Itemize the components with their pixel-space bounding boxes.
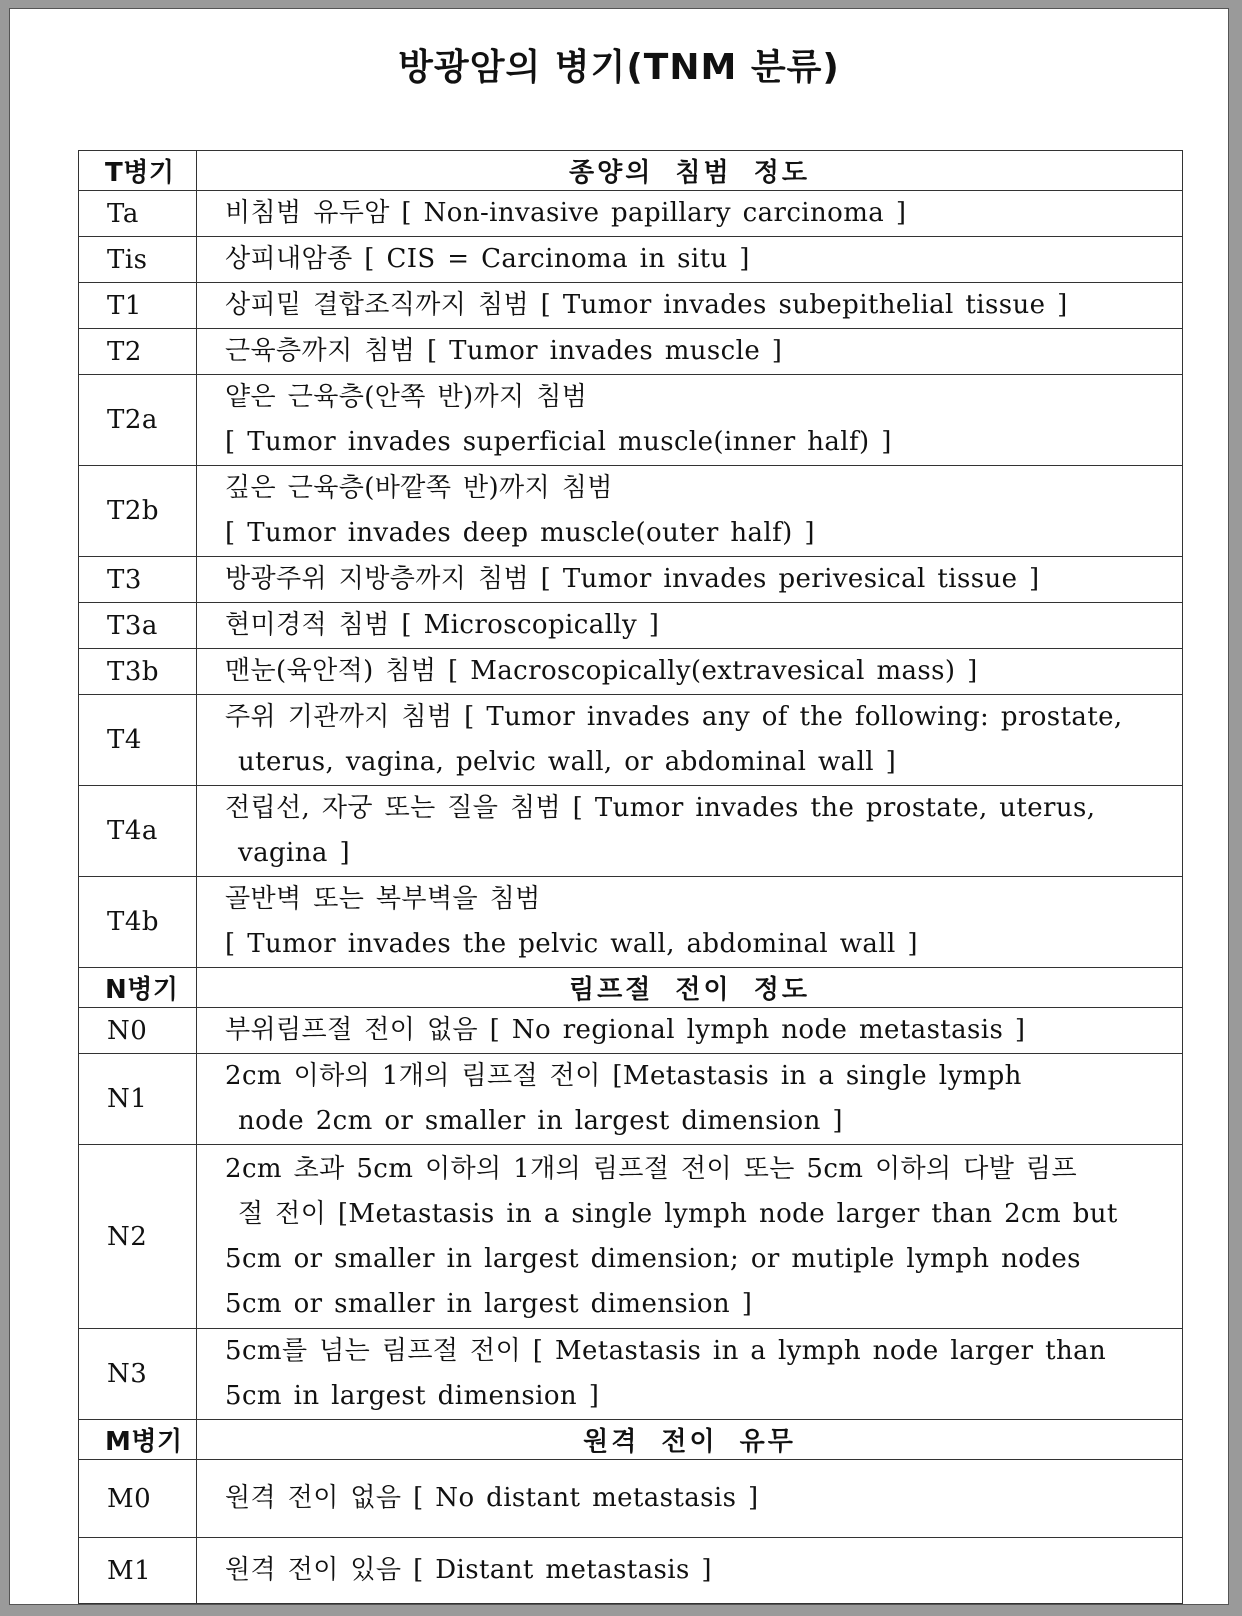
table-row <box>79 466 1183 557</box>
desc-line: 2cm 이하의 1개의 림프절 전이 [Metastasis in a single lymph <box>225 1061 1022 1091</box>
stage-desc: 상피밑 결합조직까지 침범 [ Tumor invades subepithelial tissue ] <box>197 283 1183 329</box>
m-header-row <box>79 1420 1183 1460</box>
desc-line: 절 전이 [Metastasis in a single lymph node larger than 2cm but <box>238 1198 1118 1229</box>
m-header-desc: 원격 전이 유무 <box>197 1420 1183 1460</box>
stage-code: T3a <box>79 603 197 649</box>
table-row <box>79 283 1183 329</box>
stage-code: T4b <box>79 877 197 968</box>
stage-code: T4 <box>79 695 197 786</box>
table-row <box>79 877 1183 968</box>
table-row <box>79 1008 1183 1054</box>
stage-desc: 방광주위 지방층까지 침범 [ Tumor invades perivesical tissue ] <box>197 557 1183 603</box>
stage-code: T2b <box>79 466 197 557</box>
desc-line: 5cm or smaller in largest dimension; or mutiple lymph nodes <box>225 1243 1081 1274</box>
t-header-desc: 종양의 침범 정도 <box>197 151 1183 191</box>
stage-desc <box>197 1054 1183 1145</box>
stage-code: N2 <box>79 1145 197 1329</box>
desc-line: 전립선, 자궁 또는 질을 침범 [ Tumor invades the prostate, uterus, <box>225 793 1096 823</box>
desc-line: 5cm in largest dimension ] <box>225 1381 600 1411</box>
stage-desc: 원격 전이 있음 [ Distant metastasis ] <box>197 1538 1183 1604</box>
desc-line: [ Tumor invades the pelvic wall, abdominal wall ] <box>225 929 918 959</box>
document-page <box>9 8 1229 1605</box>
stage-code: Tis <box>79 237 197 283</box>
stage-desc <box>197 1145 1183 1329</box>
stage-code: T3 <box>79 557 197 603</box>
table-row <box>79 603 1183 649</box>
stage-desc <box>197 1329 1183 1420</box>
stage-desc <box>197 695 1183 786</box>
stage-code: N3 <box>79 1329 197 1420</box>
desc-line: 얕은 근육층(안쪽 반)까지 침범 <box>225 382 588 412</box>
stage-desc: 원격 전이 없음 [ No distant metastasis ] <box>197 1460 1183 1538</box>
stage-code: T2 <box>79 329 197 375</box>
desc-line: 2cm 초과 5cm 이하의 1개의 림프절 전이 또는 5cm 이하의 다발 림프 <box>225 1153 1077 1184</box>
stage-code: Ta <box>79 191 197 237</box>
stage-desc: 상피내암종 [ CIS = Carcinoma in situ ] <box>197 237 1183 283</box>
desc-line: 깊은 근육층(바깥쪽 반)까지 침범 <box>225 473 613 503</box>
tnm-table <box>78 150 1183 1604</box>
stage-desc: 현미경적 침범 [ Microscopically ] <box>197 603 1183 649</box>
table-row <box>79 649 1183 695</box>
stage-code: T1 <box>79 283 197 329</box>
stage-code: N0 <box>79 1008 197 1054</box>
stage-code: M0 <box>79 1460 197 1538</box>
n-header-row <box>79 968 1183 1008</box>
desc-line: [ Tumor invades superficial muscle(inner half) ] <box>225 427 892 457</box>
stage-desc <box>197 466 1183 557</box>
stage-code: T3b <box>79 649 197 695</box>
desc-line: vagina ] <box>238 838 351 868</box>
stage-desc: 부위림프절 전이 없음 [ No regional lymph node metastasis ] <box>197 1008 1183 1054</box>
t-header-code: T병기 <box>79 151 197 191</box>
stage-desc: 맨눈(육안적) 침범 [ Macroscopically(extravesical mass) ] <box>197 649 1183 695</box>
desc-line: node 2cm or smaller in largest dimension ] <box>238 1106 843 1136</box>
stage-desc <box>197 375 1183 466</box>
table-row <box>79 191 1183 237</box>
desc-line: 주위 기관까지 침범 [ Tumor invades any of the following: prostate, <box>225 702 1123 732</box>
desc-line: [ Tumor invades deep muscle(outer half) ] <box>225 518 815 548</box>
desc-line: 5cm or smaller in largest dimension ] <box>225 1288 753 1319</box>
table-row <box>79 1329 1183 1420</box>
desc-line: uterus, vagina, pelvic wall, or abdominal wall ] <box>238 747 897 777</box>
table-row <box>79 1145 1183 1329</box>
n-header-code: N병기 <box>79 968 197 1008</box>
stage-code: N1 <box>79 1054 197 1145</box>
stage-code: T4a <box>79 786 197 877</box>
n-header-desc: 림프절 전이 정도 <box>197 968 1183 1008</box>
m-header-code: M병기 <box>79 1420 197 1460</box>
desc-line: 5cm를 넘는 림프절 전이 [ Metastasis in a lymph node larger than <box>225 1336 1107 1366</box>
stage-code: T2a <box>79 375 197 466</box>
stage-desc <box>197 786 1183 877</box>
stage-code: M1 <box>79 1538 197 1604</box>
table-row <box>79 1054 1183 1145</box>
table-row <box>79 237 1183 283</box>
t-header-row <box>79 151 1183 191</box>
table-row <box>79 375 1183 466</box>
desc-line: 골반벽 또는 복부벽을 침범 <box>225 884 541 914</box>
stage-desc <box>197 877 1183 968</box>
table-row <box>79 329 1183 375</box>
table-row <box>79 695 1183 786</box>
page-title: 방광암의 병기(TNM 분류) <box>398 47 840 88</box>
table-row <box>79 1460 1183 1538</box>
stage-desc: 비침범 유두암 [ Non-invasive papillary carcinoma ] <box>197 191 1183 237</box>
table-row <box>79 557 1183 603</box>
table-row <box>79 786 1183 877</box>
table-row <box>79 1538 1183 1604</box>
stage-desc: 근육층까지 침범 [ Tumor invades muscle ] <box>197 329 1183 375</box>
